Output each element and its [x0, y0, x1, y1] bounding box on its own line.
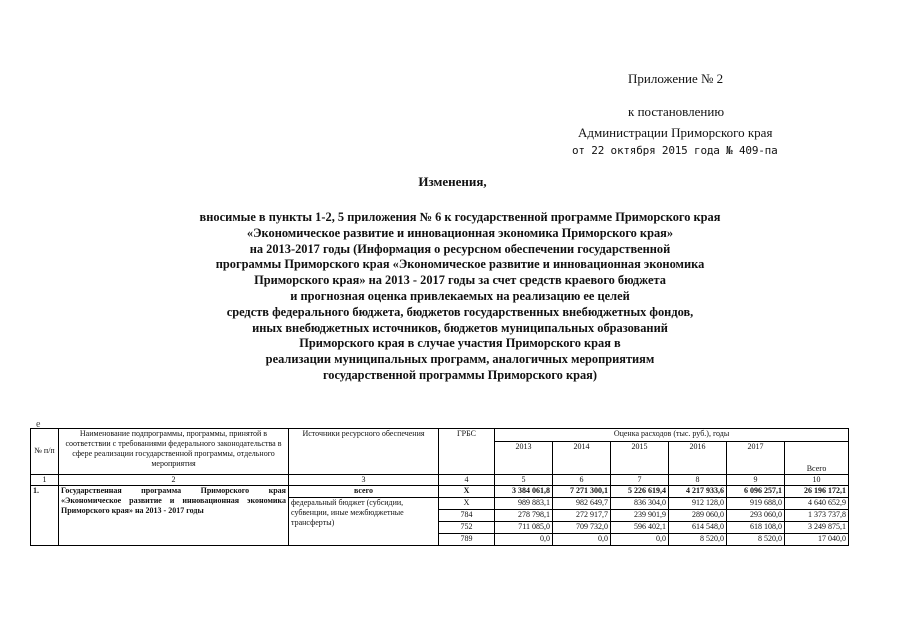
appendix-number: Приложение № 2	[628, 71, 724, 86]
table-cell: 17 040,0	[785, 533, 849, 545]
column-number: 1	[31, 474, 59, 485]
row-grbs: Х	[439, 497, 495, 509]
table-cell: 709 732,0	[553, 521, 611, 533]
subtitle-line: иных внебюджетных источников, бюджетов муниципальных образований	[252, 320, 668, 335]
row-grbs: 784	[439, 509, 495, 521]
table-cell: 7 271 300,1	[553, 485, 611, 497]
column-number: 8	[669, 474, 727, 485]
header-year-spacer	[727, 452, 785, 474]
table-cell: 8 520,0	[727, 533, 785, 545]
subtitle-line: Приморского края» на 2013 - 2017 годы за счет средств краевого бюджета	[254, 273, 666, 288]
subtitle-line: программы Приморского края «Экономическое развитие и инновационная экономика	[215, 257, 705, 272]
header-total: Всего	[785, 442, 849, 475]
subtitle-line: «Экономическое развитие и инновационная экономика Приморского края»	[246, 225, 674, 240]
header-year: 2017	[727, 442, 785, 453]
table-cell: 3 249 875,1	[785, 521, 849, 533]
table-cell: 4 640 652,9	[785, 497, 849, 509]
table-cell: 1 373 737,8	[785, 509, 849, 521]
column-number: 6	[553, 474, 611, 485]
subtitle-line: средств федерального бюджета, бюджетов государственных внебюджетных фондов,	[226, 304, 694, 319]
header-year: 2014	[553, 442, 611, 453]
resource-table	[30, 428, 849, 546]
table-cell: 278 798,1	[495, 509, 553, 521]
header-year: 2016	[669, 442, 727, 453]
appendix-resolution: к постановлению	[628, 104, 725, 119]
table-cell: 6 096 257,1	[727, 485, 785, 497]
header-year-spacer	[611, 452, 669, 474]
header-year: 2015	[611, 442, 669, 453]
subtitle-line: Приморского края в случае участия Приморского края в	[299, 336, 621, 351]
column-number: 9	[727, 474, 785, 485]
subtitle-line: вносимые в пункты 1-2, 5 приложения № 6 к государственной программе Приморского края	[199, 210, 721, 224]
header-year-spacer	[669, 452, 727, 474]
header-source: Источники ресурсного обеспечения	[289, 429, 439, 475]
row-program-name: Государственная программа Приморского края «Экономическое развитие и инновационная экономика Приморского края» на 2013 - 2017 годы	[59, 485, 289, 545]
column-number: 10	[785, 474, 849, 485]
table-cell: 3 384 061,8	[495, 485, 553, 497]
appendix-administration: Администрации Приморского края	[578, 125, 773, 140]
row-source-total: всего	[289, 485, 439, 497]
header-year-spacer	[553, 452, 611, 474]
table-cell: 989 883,1	[495, 497, 553, 509]
table-cell: 239 901,9	[611, 509, 669, 521]
table-cell: 982 649,7	[553, 497, 611, 509]
document-title: Изменения,	[418, 174, 487, 189]
table-cell: 26 196 172,1	[785, 485, 849, 497]
table-cell: 5 226 619,4	[611, 485, 669, 497]
row-number: 1.	[31, 485, 59, 545]
table-cell: 0,0	[495, 533, 553, 545]
subtitle-line: реализации муниципальных программ, аналогичных мероприятиям	[265, 352, 655, 367]
column-number: 3	[289, 474, 439, 485]
header-year-spacer	[495, 452, 553, 474]
column-number: 2	[59, 474, 289, 485]
table-cell: 4 217 933,6	[669, 485, 727, 497]
subtitle-line: государственной программы Приморского края)	[322, 367, 598, 382]
header-year: 2013	[495, 442, 553, 453]
subtitle-line: на 2013-2017 годы (Информация о ресурсном обеспечении государственной	[249, 241, 671, 256]
table-cell: 596 402,1	[611, 521, 669, 533]
table-cell: 618 108,0	[727, 521, 785, 533]
header-number: № п/п	[31, 429, 59, 475]
document-subtitle	[120, 210, 800, 384]
column-number: 7	[611, 474, 669, 485]
margin-mark: е	[36, 419, 41, 430]
row-grbs: 789	[439, 533, 495, 545]
row-grbs: 752	[439, 521, 495, 533]
table-cell: 614 548,0	[669, 521, 727, 533]
appendix-date: от 22 октября 2015 года № 409-па	[572, 144, 778, 157]
table-cell: 272 917,7	[553, 509, 611, 521]
table-cell: 0,0	[611, 533, 669, 545]
table-cell: 293 060,0	[727, 509, 785, 521]
column-number: 5	[495, 474, 553, 485]
table-cell: 711 085,0	[495, 521, 553, 533]
table-cell: 0,0	[553, 533, 611, 545]
subtitle-line: и прогнозная оценка привлекаемых на реализацию ее целей	[290, 288, 630, 303]
header-estimate: Оценка расходов (тыс. руб.), годы	[495, 429, 849, 442]
row-source-federal: федеральный бюджет (субсидии, субвенции, иные межбюджетные трансферты)	[289, 497, 439, 545]
table-cell: 8 520,0	[669, 533, 727, 545]
header-name: Наименование подпрограммы, программы, принятой в соответствии с требованиями федерального законодательства в сфере реализации государственной программы, отдельного мероприятия	[59, 429, 289, 475]
appendix-header	[560, 68, 820, 158]
column-number: 4	[439, 474, 495, 485]
header-grbs: ГРБС	[439, 429, 495, 475]
row-grbs: Х	[439, 485, 495, 497]
table-cell: 836 304,0	[611, 497, 669, 509]
table-cell: 912 128,0	[669, 497, 727, 509]
table-cell: 919 688,0	[727, 497, 785, 509]
table-cell: 289 060,0	[669, 509, 727, 521]
